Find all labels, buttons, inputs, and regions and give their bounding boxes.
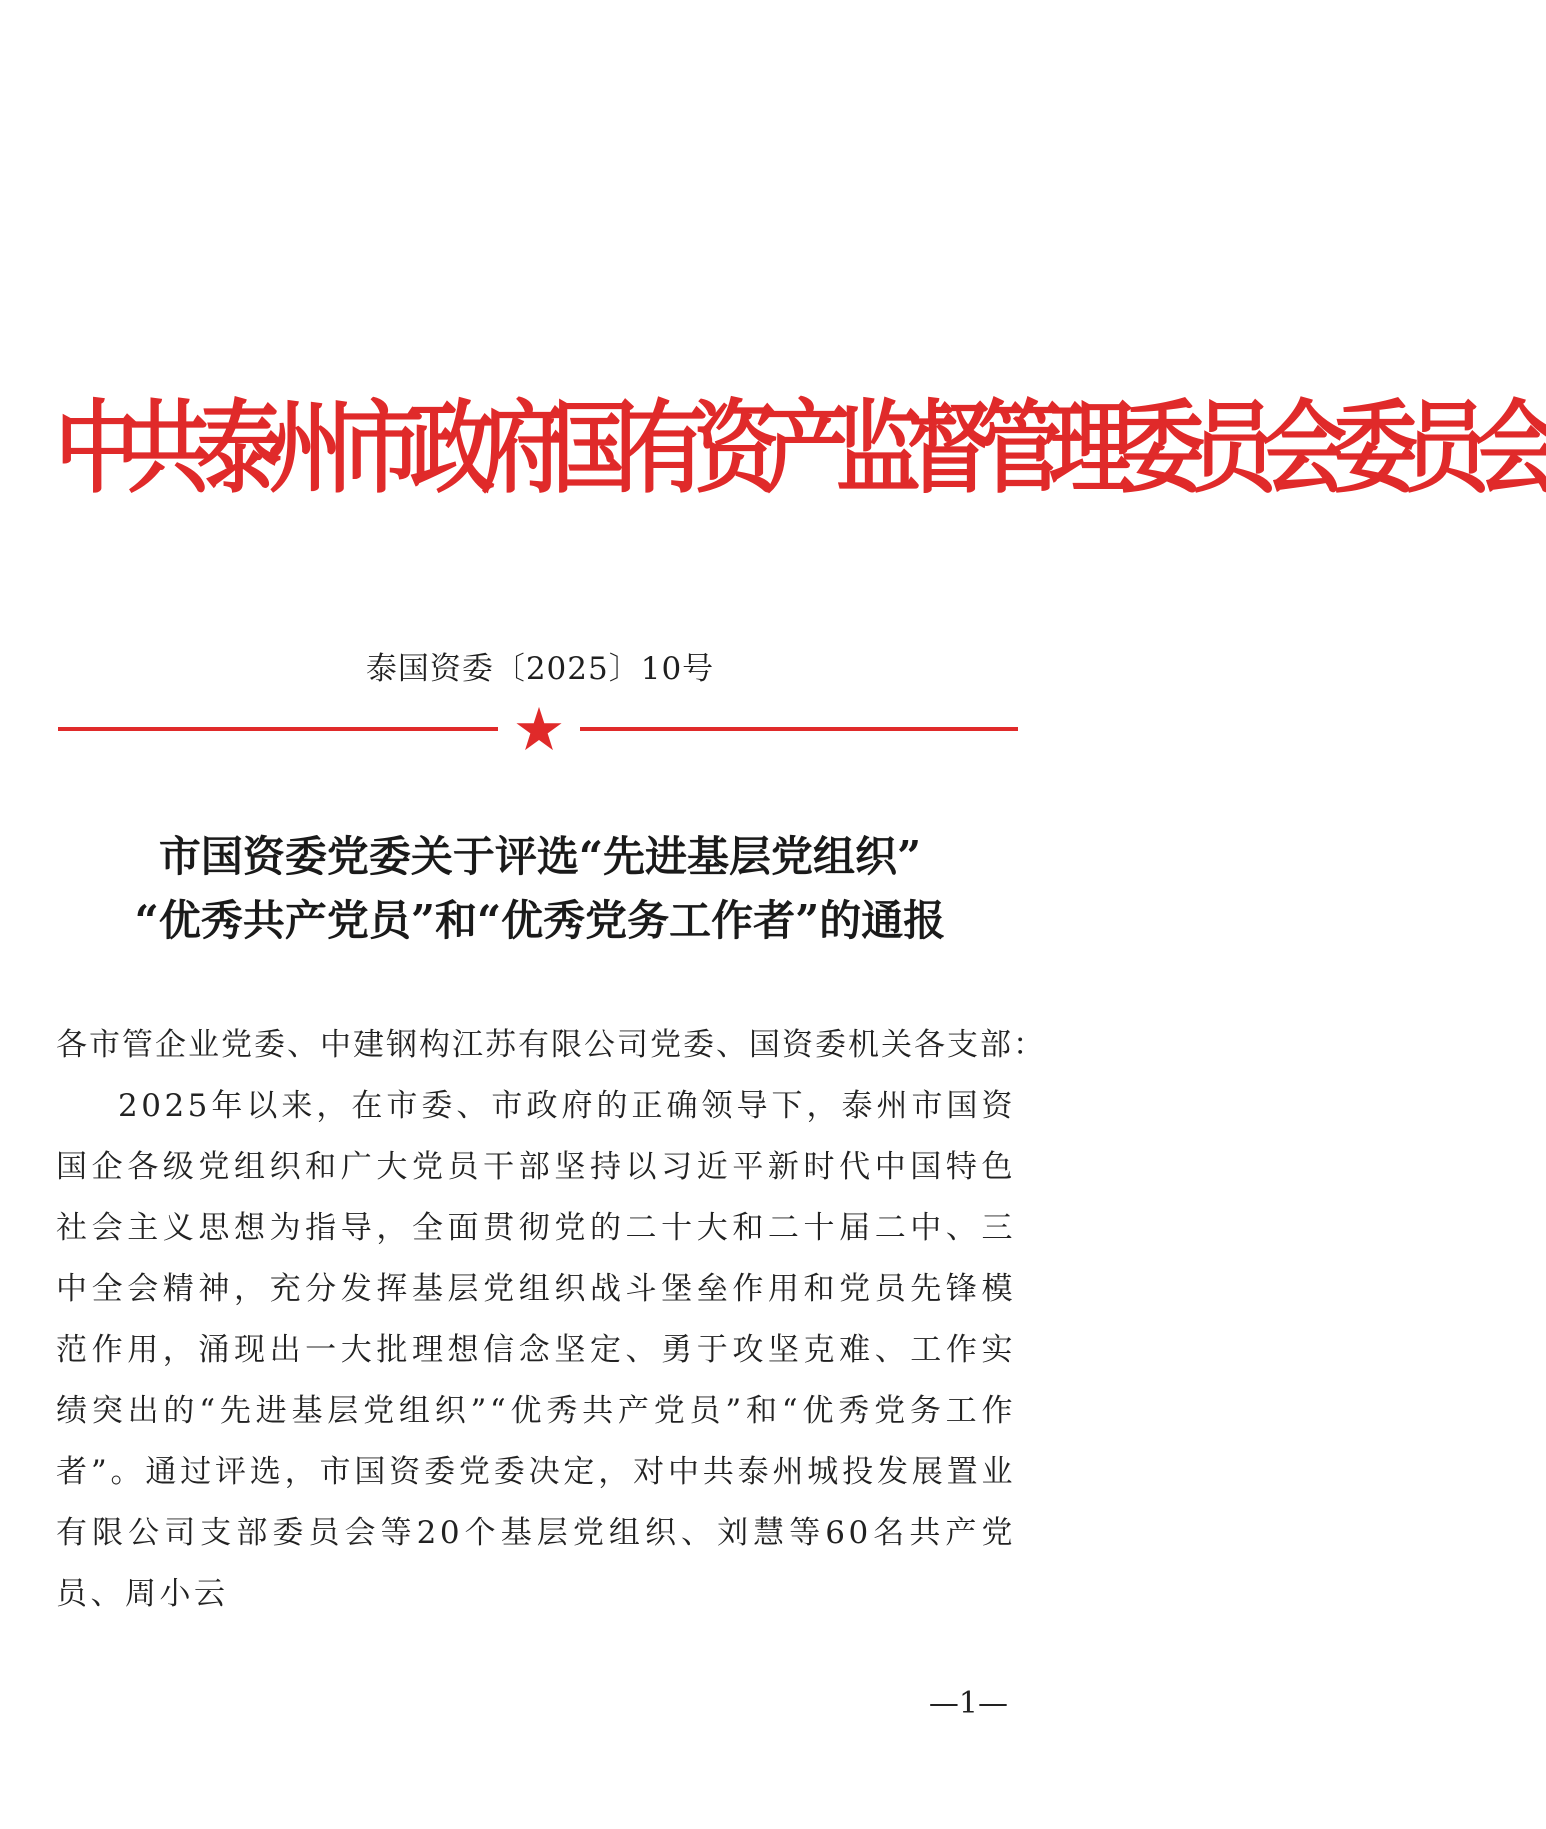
page-number: —1— xyxy=(928,1686,1008,1721)
red-star-icon xyxy=(515,705,563,753)
salutation: 各市管企业党委、中建钢构江苏有限公司党委、国资委机关各支部： xyxy=(56,1027,1046,1063)
body-paragraph: 2025年以来，在市委、市政府的正确领导下，泰州市国资国企各级党组织和广大党员干部坚持以习近平新时代中国特色社会主义思想为指导，全面贯彻党的二十大和二十届二中、三中全会精神，充分发挥基层党组织战斗堡垒作用和党员先锋模范作用，涌现出一大批理想信念坚定、勇于攻坚克难、工作实绩突出的“先进基层党组织”“优秀共产党员”和“优秀党务工作者”。通过评选，市国资委党委决定，对中共泰州城投发展置业有限公司支部委员会等20个基层党组织、刘慧等60名共产党员、周小云 xyxy=(56,1088,1016,1612)
notice-body xyxy=(56,1015,1046,1625)
notice-title-line-2: “优秀共产党员”和“优秀党务工作者”的通报 xyxy=(134,896,946,945)
red-divider-left xyxy=(58,727,498,731)
notice-title xyxy=(0,825,1080,953)
notice-title-line-1: 市国资委党委关于评选“先进基层党组织” xyxy=(158,832,922,881)
red-divider-right xyxy=(580,727,1018,731)
document-number: 泰国资委〔2025〕10号 xyxy=(365,651,715,687)
issuer-header: 中共泰州市政府国有资产监督管理委员会委员会 xyxy=(55,391,1546,508)
